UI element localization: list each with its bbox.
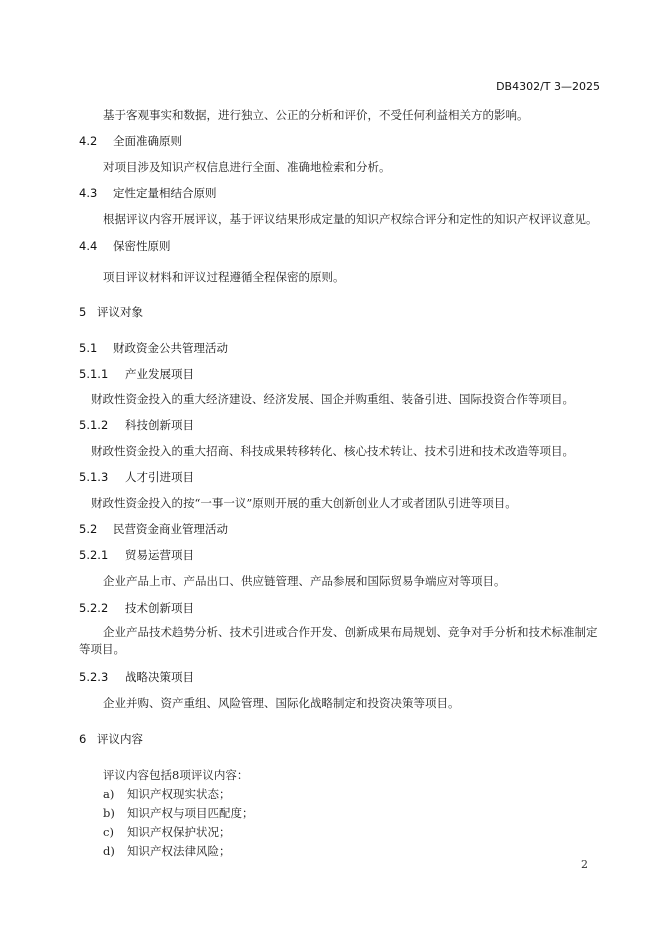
section-heading-5-2-3 — [79, 669, 194, 685]
list-item — [103, 786, 231, 802]
section-number: 5.1 — [79, 341, 98, 355]
section-title: 贸易运营项目 — [125, 548, 194, 562]
section-heading-5-1-3 — [79, 469, 194, 485]
paragraph: 财政性资金投入的重大招商、科技成果转移转化、核心技术转让、技术引进和技术改造等项目。 — [91, 444, 574, 458]
paragraph: 根据评议内容开展评议，基于评议结果形成定量的知识产权综合评分和定性的知识产权评议意见。 — [103, 212, 598, 226]
section-title: 技术创新项目 — [125, 601, 194, 615]
list-item — [103, 824, 231, 840]
section-number: 5.2.1 — [79, 548, 109, 562]
page-number: 2 — [581, 858, 588, 871]
section-number: 4.3 — [79, 186, 98, 200]
paragraph: 对项目涉及知识产权信息进行全面、准确地检索和分析。 — [103, 160, 391, 174]
list-text: 知识产权现实状态； — [127, 787, 231, 801]
list-marker: a) — [103, 787, 115, 801]
paragraph: 企业产品上市、产品出口、供应链管理、产品参展和国际贸易争端应对等项目。 — [103, 574, 506, 588]
list-marker: c) — [103, 825, 114, 839]
section-title: 全面准确原则 — [113, 134, 182, 148]
section-title: 保密性原则 — [113, 239, 171, 253]
section-title: 定性定量相结合原则 — [113, 186, 217, 200]
list-text: 知识产权保护状况； — [127, 825, 231, 839]
section-heading-5-2 — [79, 521, 228, 537]
section-title: 人才引进项目 — [125, 470, 194, 484]
section-number: 5.1.1 — [79, 367, 109, 381]
section-number: 4.4 — [79, 239, 98, 253]
paragraph: 项目评议材料和评议过程遵循全程保密的原则。 — [103, 270, 345, 284]
paragraph: 评议内容包括8项评议内容： — [103, 768, 249, 782]
list-marker: d) — [103, 844, 115, 858]
section-heading-5-1-2 — [79, 417, 194, 433]
section-heading-4-4 — [79, 238, 171, 254]
section-title: 战略决策项目 — [125, 670, 194, 684]
section-heading-5 — [79, 304, 143, 320]
list-text: 知识产权与项目匹配度； — [127, 806, 254, 820]
section-heading-5-1-1 — [79, 366, 194, 382]
paragraph: 基于客观事实和数据，进行独立、公正的分析和评价，不受任何利益相关方的影响。 — [103, 108, 529, 122]
section-number: 4.2 — [79, 134, 98, 148]
section-number: 6 — [79, 732, 87, 746]
section-heading-4-3 — [79, 185, 217, 201]
paragraph: 财政性资金投入的按“一事一议”原则开展的重大创新创业人才或者团队引进等项目。 — [91, 496, 517, 510]
section-heading-5-2-1 — [79, 547, 194, 563]
section-heading-5-1 — [79, 340, 228, 356]
section-number: 5.1.2 — [79, 418, 109, 432]
section-heading-5-2-2 — [79, 600, 194, 616]
list-item — [103, 805, 254, 821]
list-marker: b) — [103, 806, 115, 820]
paragraph: 财政性资金投入的重大经济建设、经济发展、国企并购重组、装备引进、国际投资合作等项目。 — [91, 392, 574, 406]
section-number: 5.2.3 — [79, 670, 109, 684]
list-text: 知识产权法律风险； — [127, 844, 231, 858]
paragraph: 企业并购、资产重组、风险管理、国际化战略制定和投资决策等项目。 — [103, 696, 460, 710]
document-code: DB4302/T 3—2025 — [496, 80, 600, 93]
section-heading-6 — [79, 731, 143, 747]
section-title: 产业发展项目 — [125, 367, 194, 381]
section-title: 评议对象 — [97, 305, 143, 319]
section-title: 民营资金商业管理活动 — [113, 522, 228, 536]
section-title: 财政资金公共管理活动 — [113, 341, 228, 355]
section-title: 评议内容 — [97, 732, 143, 746]
section-number: 5.2.2 — [79, 601, 109, 615]
paragraph: 企业产品技术趋势分析、技术引进或合作开发、创新成果布局规划、竞争对手分析和技术标准制定等项目。 — [79, 625, 598, 656]
section-number: 5.2 — [79, 522, 98, 536]
section-number: 5.1.3 — [79, 470, 109, 484]
section-title: 科技创新项目 — [125, 418, 194, 432]
section-number: 5 — [79, 305, 87, 319]
section-heading-4-2 — [79, 133, 182, 149]
list-item — [103, 843, 231, 859]
